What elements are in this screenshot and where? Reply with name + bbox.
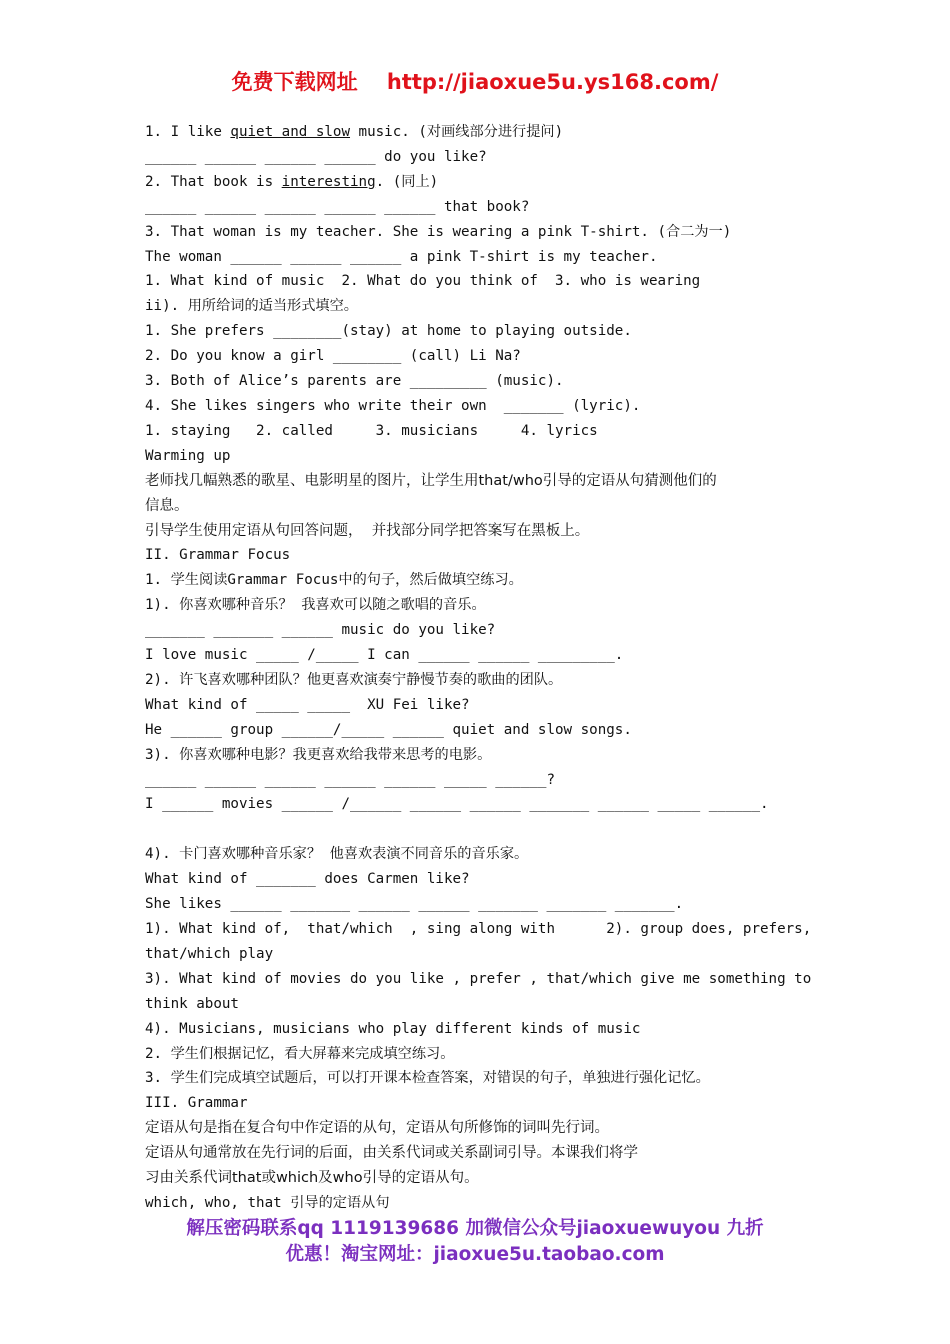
text-line <box>145 718 825 743</box>
text-line <box>145 170 825 195</box>
text-line <box>145 319 825 344</box>
footer-line-1: 解压密码联系qq 1119139686 加微信公众号jiaoxuewuyou 九折 <box>186 1218 764 1239</box>
footer-banner <box>0 1216 950 1268</box>
text-line <box>145 394 825 419</box>
underlined-text: quiet and slow <box>230 124 351 140</box>
line-text: 1. What kind of music 2. What do you think of 3. who is wearing <box>145 273 701 290</box>
text-line <box>145 618 825 643</box>
text-line <box>145 593 825 618</box>
text-line <box>145 867 825 892</box>
line-text: He ______ group ______/_____ ______ quiet and slow songs. <box>145 721 632 738</box>
text-line <box>145 469 825 494</box>
line-text: 2. That book is <box>145 173 282 190</box>
line-text: 2). 许飞喜欢哪种团队？他更喜欢演奏宁静慢节奏的歌曲的团队。 <box>145 671 563 688</box>
line-text: that/which play <box>145 945 274 962</box>
line-text: The woman ______ ______ ______ a pink T-shirt is my teacher. <box>145 248 658 265</box>
text-line <box>145 768 825 793</box>
text-line <box>145 1066 825 1091</box>
line-text: 引导学生使用定语从句回答问题， 并找部分同学把答案写在黑板上。 <box>145 522 590 539</box>
text-line <box>145 1191 825 1216</box>
text-line <box>145 494 825 519</box>
text-line <box>145 942 825 967</box>
line-text: 1. I like <box>145 124 231 140</box>
line-text: think about <box>145 995 239 1012</box>
text-line <box>145 1017 825 1042</box>
line-text: 信息。 <box>145 497 189 514</box>
text-line <box>145 917 825 942</box>
line-text: 1). 你喜欢哪种音乐？ 我喜欢可以随之歌唱的音乐。 <box>145 597 486 614</box>
line-text: _______ _______ ______ music do you like? <box>145 622 496 639</box>
line-text: 2. 学生们根据记忆，看大屏幕来完成填空练习。 <box>145 1045 455 1062</box>
document-body <box>145 120 825 1216</box>
line-text: 1. staying 2. called 3. musicians 4. lyrics <box>145 422 598 439</box>
line-text: 定语从句是指在复合句中作定语的从句，定语从句所修饰的词叫先行词。 <box>145 1120 609 1137</box>
line-text: ______ ______ ______ ______ do you like? <box>145 148 487 165</box>
text-line <box>145 1166 825 1191</box>
line-text: 3). What kind of movies do you like , prefer , that/which give me something to <box>145 970 812 987</box>
text-line <box>145 1141 825 1166</box>
text-line <box>145 120 825 145</box>
line-text: 4). 卡门喜欢哪种音乐家？ 他喜欢表演不同音乐的音乐家。 <box>145 846 529 863</box>
line-text: 习由关系代词that或which及who引导的定语从句。 <box>145 1170 479 1187</box>
line-text: . (同上) <box>375 173 439 190</box>
line-text: 2. Do you know a girl ________ (call) Li Na? <box>145 348 521 365</box>
line-text: Warming up <box>145 447 231 464</box>
text-line <box>145 245 825 270</box>
text-line <box>145 643 825 668</box>
text-line <box>145 568 825 593</box>
footer-line-2: 优惠！淘宝网址：jiaoxue5u.taobao.com <box>285 1244 665 1265</box>
underlined-text: interesting <box>281 173 376 190</box>
line-text: ______ ______ ______ ______ ______ _____ ______? <box>145 771 555 788</box>
line-text: which, who, that 引导的定语从句 <box>145 1194 390 1211</box>
line-text: 3). 你喜欢哪种电影？我更喜欢给我带来思考的电影。 <box>145 746 492 763</box>
line-text: I ______ movies ______ /______ ______ ______ _______ ______ _____ ______. <box>145 796 769 813</box>
text-line <box>145 693 825 718</box>
text-line <box>145 992 825 1017</box>
line-text: II. Grammar Focus <box>145 547 291 564</box>
text-line <box>145 1116 825 1141</box>
line-text: 3. 学生们完成填空试题后，可以打开课本检查答案，对错误的句子，单独进行强化记忆。 <box>145 1070 710 1087</box>
text-line <box>145 344 825 369</box>
header-label: 免费下载网址 <box>231 70 358 94</box>
line-text: 定语从句通常放在先行词的后面，由关系代词或关系副词引导。本课我们将学 <box>145 1145 638 1162</box>
text-line <box>145 220 825 245</box>
text-line <box>145 195 825 220</box>
text-line <box>145 543 825 568</box>
text-line <box>145 1042 825 1067</box>
line-text: ______ ______ ______ ______ ______ that book? <box>145 198 530 215</box>
line-text: What kind of _____ _____ XU Fei like? <box>145 696 470 713</box>
line-text: 1. 学生阅读Grammar Focus中的句子，然后做填空练习。 <box>145 572 523 589</box>
header-url-link[interactable]: http://jiaoxue5u.ys168.com/ <box>386 70 719 94</box>
line-text: 老师找几幅熟悉的歌星、电影明星的图片，让学生用that/who引导的定语从句猜测他们的 <box>145 472 717 489</box>
line-text: 3. Both of Alice’s parents are _________ (music). <box>145 373 564 390</box>
text-line <box>145 145 825 170</box>
text-line <box>145 743 825 768</box>
header-banner <box>0 66 950 96</box>
line-text: 4. She likes singers who write their own _______ (lyric). <box>145 397 641 414</box>
text-line <box>145 792 825 817</box>
text-line <box>145 892 825 917</box>
text-line <box>145 419 825 444</box>
text-line <box>145 668 825 693</box>
line-text: music. (对画线部分进行提问) <box>350 124 564 140</box>
line-text: 1. She prefers ________(stay) at home to playing outside. <box>145 323 632 340</box>
line-text: 1). What kind of, that/which , sing along with 2). group does, prefers, <box>145 920 812 937</box>
text-line <box>145 842 825 867</box>
line-text: She likes ______ _______ ______ ______ _______ _______ _______. <box>145 896 684 913</box>
line-text: What kind of _______ does Carmen like? <box>145 871 470 888</box>
line-text: 4). Musicians, musicians who play different kinds of music <box>145 1020 641 1037</box>
text-line <box>145 269 825 294</box>
text-line <box>145 967 825 992</box>
line-text: I love music _____ /_____ I can ______ ______ _________. <box>145 647 624 664</box>
line-text: 3. That woman is my teacher. She is wearing a pink T-shirt. (合二为一) <box>145 223 732 240</box>
text-line <box>145 1091 825 1116</box>
text-line <box>145 519 825 544</box>
line-text: ii). 用所给词的适当形式填空。 <box>145 298 358 315</box>
text-line <box>145 369 825 394</box>
text-line <box>145 817 825 842</box>
text-line <box>145 444 825 469</box>
text-line <box>145 294 825 319</box>
line-text: III. Grammar <box>145 1095 248 1112</box>
